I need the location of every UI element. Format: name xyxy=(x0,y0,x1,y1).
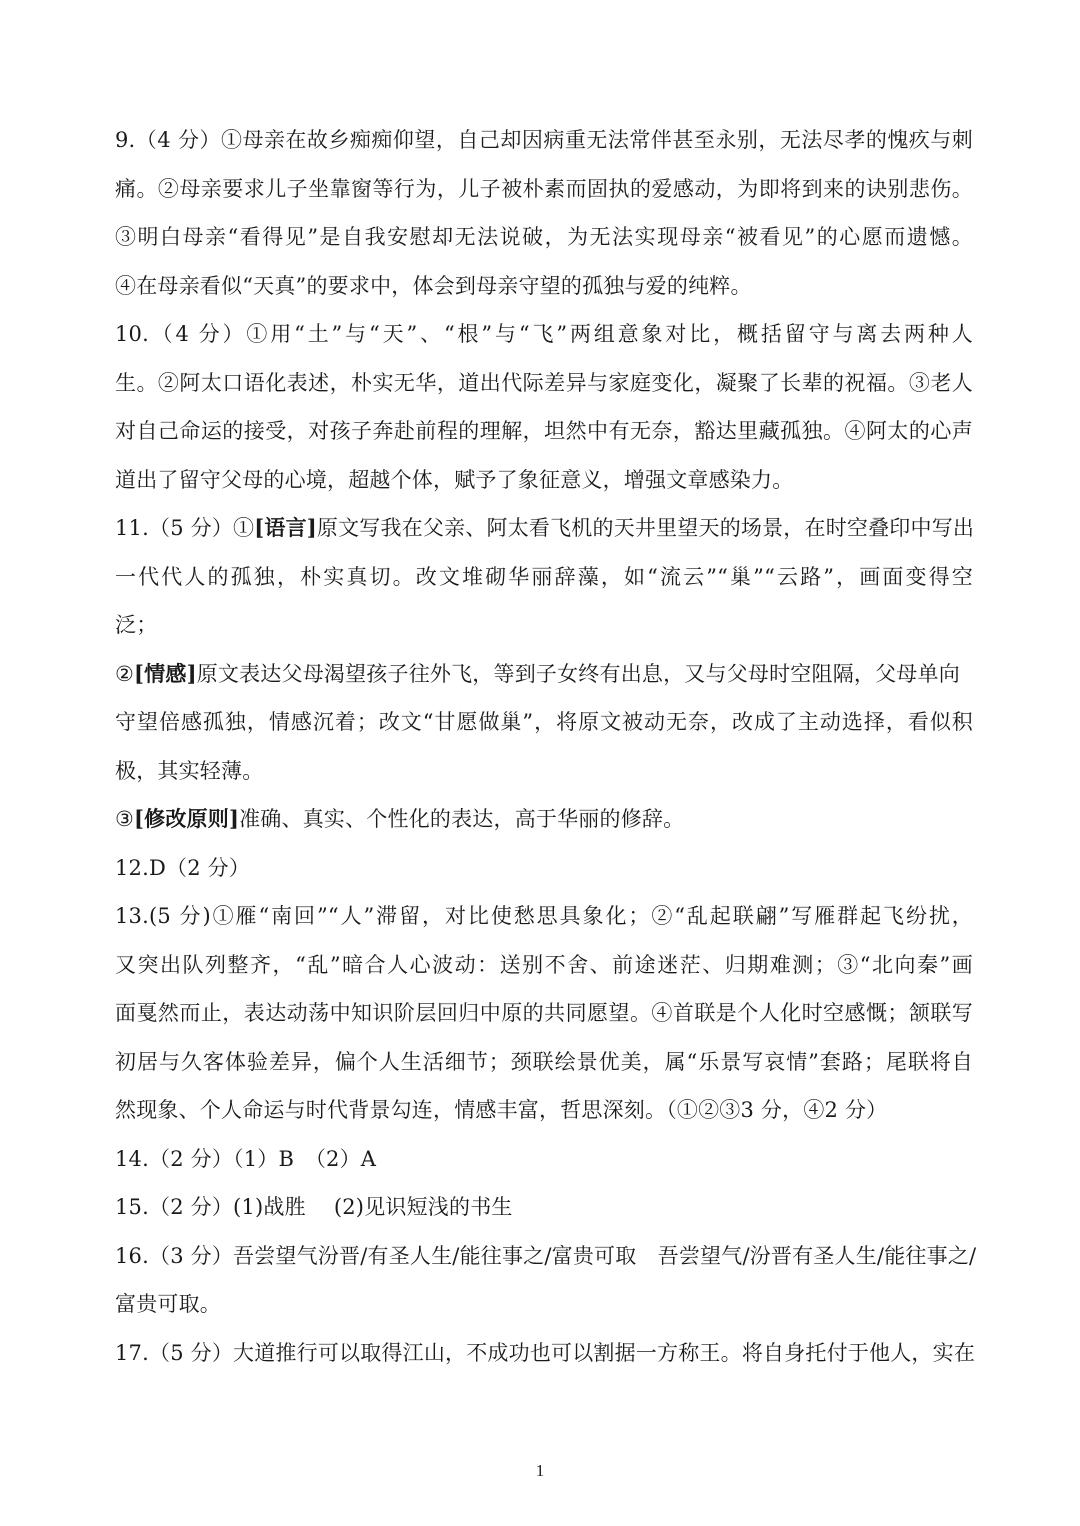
answer-16 xyxy=(115,1232,977,1329)
answer-11-line-6: 极，其实轻薄。 xyxy=(115,758,264,783)
answer-14-line-1: 14.（2 分）（1）B （2）A xyxy=(115,1146,377,1171)
answer-13-line-2: 又突出队列整齐，“乱”暗合人心波动：送别不舍、前途迷茫、归期难测；③“北向秦”画 xyxy=(115,952,973,977)
answer-10-line-4: 道出了留守父母的心境，超越个体，赋予了象征意义，增强文章感染力。 xyxy=(115,467,794,492)
answer-10-line-1: 10.（4 分）①用“土”与“天”、“根”与“飞”两组意象对比，概括留守与离去两种人 xyxy=(115,322,973,346)
answer-11-line-2: 一代代人的孤独，朴实真切。改文堆砌华丽辞藻，如“流云”“巢”“云路”，画面变得空 xyxy=(115,564,973,589)
answer-11-line-7 xyxy=(115,795,973,844)
answer-11-circle-2: ② xyxy=(115,661,135,686)
answer-11-line-5: 守望倍感孤独，情感沉着；改文“甘愿做巢”，将原文被动无奈，改成了主动选择，看似积 xyxy=(115,710,973,734)
answer-16-line-1: 16.（3 分）吾尝望气汾晋/有圣人生/能往事之/富贵可取 吾尝望气/汾晋有圣人生/能往事之/ xyxy=(115,1243,977,1268)
answer-15-line-1: 15.（2 分）(1)战胜 (2)见识短浅的书生 xyxy=(115,1195,513,1219)
answer-9-line-1: 9.（4 分）①母亲在故乡痴痴仰望，自己却因病重无法常伴甚至永别，无法尽孝的愧疚与刺 xyxy=(115,128,973,152)
answer-13-line-3: 面戛然而止，表达动荡中知识阶层回归中原的共同愿望。④首联是个人化时空感慨；颔联写 xyxy=(115,1001,973,1025)
page-number: 1 xyxy=(535,1461,545,1480)
answer-11-line-1 xyxy=(115,504,973,553)
answer-14 xyxy=(115,1135,973,1184)
answer-12 xyxy=(115,844,973,893)
answer-12-line-1: 12.D（2 分） xyxy=(115,855,251,880)
answer-17 xyxy=(115,1329,976,1378)
answer-9-line-2: 痛。②母亲要求儿子坐靠窗等行为，儿子被朴素而固执的爱感动，为即将到来的诀别悲伤。 xyxy=(115,176,973,201)
answer-11-line-4 xyxy=(115,650,973,699)
answer-11-line-3: 泛； xyxy=(115,613,158,637)
answer-13 xyxy=(115,892,973,1135)
answer-11 xyxy=(115,504,973,844)
answer-10-line-2: 生。②阿太口语化表述，朴实无华，道出代际差异与家庭变化，凝聚了长辈的祝福。③老人 xyxy=(115,370,973,395)
answer-13-line-5: 然现象、个人命运与时代背景勾连，情感丰富，哲思深刻。（①②③3 分，④2 分） xyxy=(115,1098,888,1122)
answer-11-number: 11.（5 分）① xyxy=(115,516,255,540)
answer-9 xyxy=(115,116,973,310)
answer-15 xyxy=(115,1183,973,1232)
answer-10-line-3: 对自己命运的接受，对孩子奔赴前程的理解，坦然中有无奈，豁达里藏孤独。④阿太的心声 xyxy=(115,419,973,443)
answer-9-line-3: ③明白母亲“看得见”是自我安慰却无法说破，为无法实现母亲“被看见”的心愿而遗憾。 xyxy=(115,225,973,249)
answer-10 xyxy=(115,310,973,504)
answer-11-circle-3: ③ xyxy=(115,807,135,831)
answer-11-principle-text: 准确、真实、个性化的表达，高于华丽的修辞。 xyxy=(239,807,685,831)
tag-emotion: [情感] xyxy=(134,660,197,686)
answer-11-language-text: 原文写我在父亲、阿太看飞机的天井里望天的场景，在时空叠印中写出 xyxy=(316,516,975,540)
answer-11-emotion-text: 原文表达父母渴望孩子往外飞，等到子女终有出息，又与父母时空阻隔，父母单向 xyxy=(196,661,960,686)
answer-13-line-4: 初居与久客体验差异，偏个人生活细节；颈联绘景优美，属“乐景写哀情”套路；尾联将自 xyxy=(115,1049,973,1074)
answer-key-page xyxy=(115,116,977,1377)
tag-revision-principle: [修改原则] xyxy=(134,806,240,831)
answer-17-line-1: 17.（5 分）大道推行可以取得江山，不成功也可以割据一方称王。将自身托付于他人，实在 xyxy=(115,1340,976,1365)
tag-language: [语言] xyxy=(254,515,317,540)
answer-16-line-2: 富贵可取。 xyxy=(115,1292,221,1316)
answer-9-line-4: ④在母亲看似“天真”的要求中，体会到母亲守望的孤独与爱的纯粹。 xyxy=(115,273,752,298)
answer-13-line-1: 13.(5 分)①雁“南回”“人”滞留，对比使愁思具象化；②“乱起联翩”写雁群起飞纷扰， xyxy=(115,904,973,928)
